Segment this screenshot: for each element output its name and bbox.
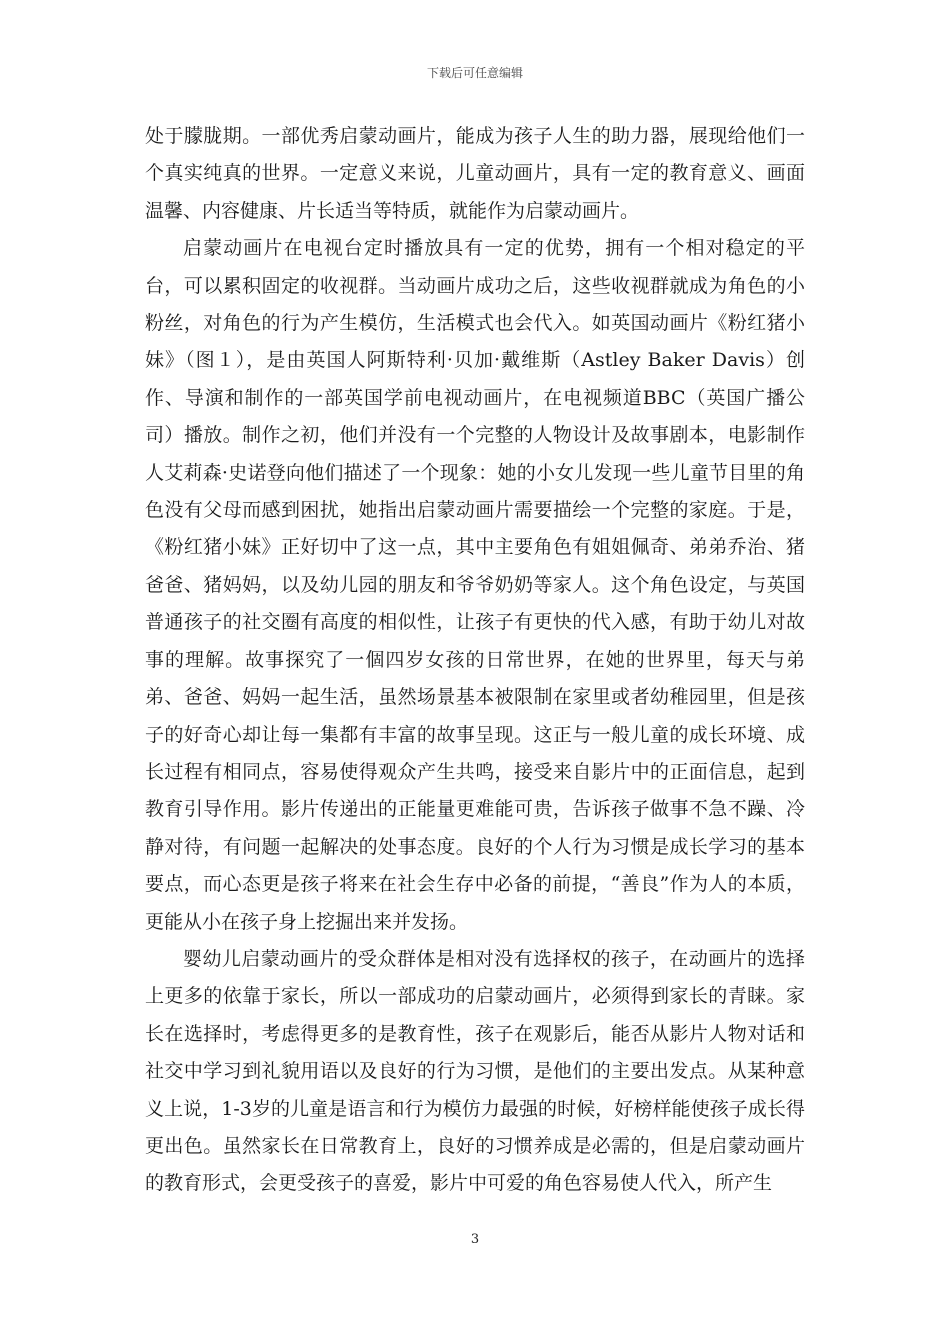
paragraph-2: 启蒙动画片在电视台定时播放具有一定的优势，拥有一个相对稳定的平台，可以累积固定的收视群。当动画片成功之后，这些收视群就成为角色的小粉丝，对角色的行为产生模仿，生活模式也会代入。如英国动画片《粉红猪小妹》（图１），是由英国人阿斯特利·贝加·戴维斯（Astley Baker Davis）创作、导演和制作的一部英国学前电视动画片，在电视频道BBC（英国广播公司）播放。制作之初，他们并没有一个完整的人物设计及故事剧本，电影制作人艾莉森·史诺登向他们描述了一个现象：她的小女儿发现一些儿童节目里的角色没有父母而感到困扰，她指出启蒙动画片需要描绘一个完整的家庭。于是，《粉红猪小妹》正好切中了这一点，其中主要角色有姐姐佩奇、弟弟乔治、猪爸爸、猪妈妈，以及幼儿园的朋友和爷爷奶奶等家人。这个角色设定，与英国普通孩子的社交圈有高度的相似性，让孩子有更快的代入感，有助于幼儿对故事的理解。故事探究了一個四岁女孩的日常世界，在她的世界里，每天与弟弟、爸爸、妈妈一起生活，虽然场景基本被限制在家里或者幼稚园里，但是孩子的好奇心却让每一集都有丰富的故事呈现。这正与一般儿童的成长环境、成长过程有相同点，容易使得观众产生共鸣，接受来自影片中的正面信息，起到教育引导作用。影片传递出的正能量更难能可贵，告诉孩子做事不急不躁、冷静对待，有问题一起解决的处事态度。良好的个人行为习惯是成长学习的基本要点，而心态更是孩子将来在社会生存中必备的前提，“善良”作为人的本质，更能从小在孩子身上挖掘出来并发扬。 [145, 237, 805, 933]
paragraph-1: 处于朦胧期。一部优秀启蒙动画片，能成为孩子人生的助力器，展现给他们一个真实纯真的世界。一定意义来说，儿童动画片，具有一定的教育意义、画面温馨、内容健康、片长适当等特质，就能作为启蒙动画片。 [145, 125, 805, 222]
paragraph-3: 婴幼儿启蒙动画片的受众群体是相对没有选择权的孩子，在动画片的选择上更多的依靠于家长，所以一部成功的启蒙动画片，必须得到家长的青睐。家长在选择时，考虑得更多的是教育性，孩子在观影后，能否从影片人物对话和社交中学习到礼貌用语以及良好的行为习惯，是他们的主要出发点。从某种意义上说，1-3岁的儿童是语言和行为模仿力最强的时候，好榜样能使孩子成长得更出色。虽然家长在日常教育上，良好的习惯养成是必需的，但是启蒙动画片的教育形式，会更受孩子的喜爱，影片中可爱的角色容易使人代入，所产生 [145, 947, 805, 1195]
page-number: 3 [470, 1232, 480, 1247]
document-body [145, 118, 805, 1203]
page-header: 下载后可任意编辑 [426, 66, 523, 80]
